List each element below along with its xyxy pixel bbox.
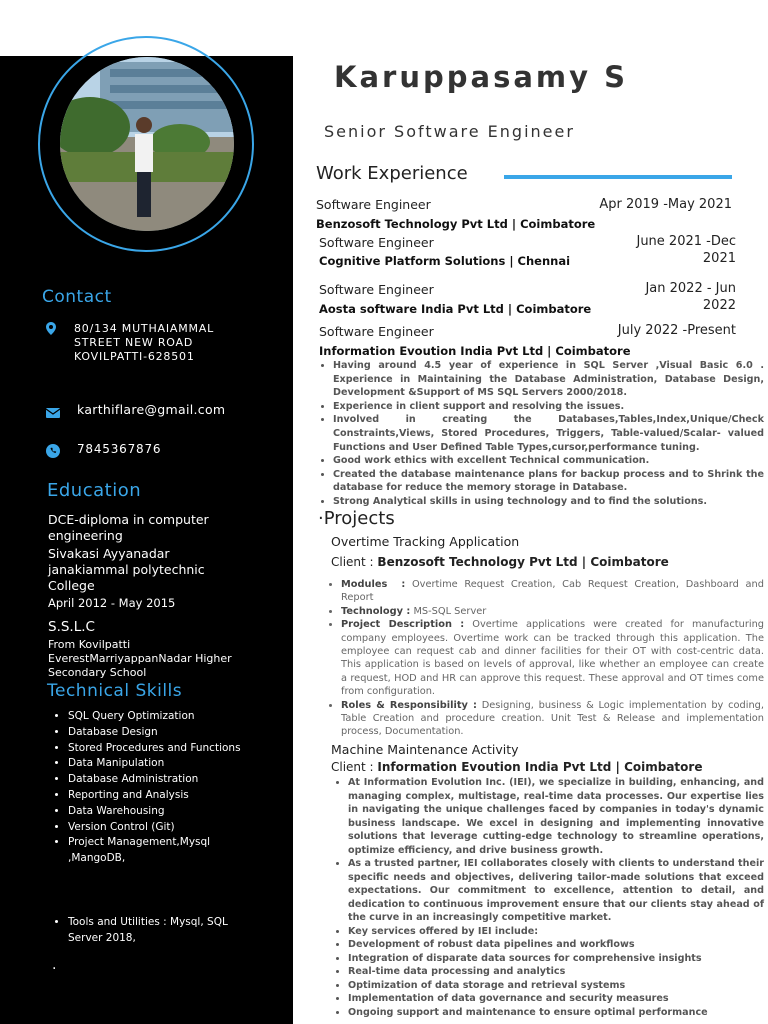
- sidebar-dot: .: [52, 957, 58, 973]
- edu2-school-line2: EverestMarriyappanNadar Higher: [48, 652, 232, 665]
- project2-bullet: • Key services offered by IEI include:: [348, 925, 764, 939]
- work-bullet: • Good work ethics with excellent Technical communication.: [333, 454, 764, 468]
- skill-item: • Stored Procedures and Functions: [68, 741, 248, 757]
- phone-icon: [46, 444, 60, 461]
- job4-title: Software Engineer: [319, 324, 434, 339]
- project2-name: Machine Maintenance Activity: [331, 742, 519, 757]
- job3-title: Software Engineer: [319, 282, 434, 297]
- job4-date: July 2022 -Present: [617, 323, 736, 338]
- address-line-3: KOVILPATTI-628501: [74, 350, 195, 363]
- edu1-degree-line2: engineering: [48, 528, 123, 543]
- project1-modules: • Modules : Overtime Request Creation, Cab Request Creation, Dashboard and Report: [341, 578, 764, 605]
- work-bullet: • Experience in client support and resolving the issues.: [333, 400, 764, 414]
- technical-skills-heading: Technical Skills: [47, 681, 183, 701]
- tools-list: [52, 915, 248, 947]
- skill-item: • Project Management,Mysql ,MangoDB,: [68, 835, 248, 867]
- project1-client-name: Benzosoft Technology Pvt Ltd | Coimbatore: [377, 555, 669, 569]
- project1-roles: [341, 699, 764, 739]
- heading-accent-bar: [504, 175, 732, 179]
- job4-company: Information Evoution India Pvt Ltd | Coimbatore: [319, 344, 631, 358]
- job1-title: Software Engineer: [316, 197, 431, 212]
- project2-bullet: • Development of robust data pipelines and workflows: [348, 938, 764, 952]
- job2-date-line2: 2021: [702, 251, 736, 266]
- job2-date-line1: June 2021 -Dec: [636, 234, 736, 249]
- job3-date-line1: Jan 2022 - Jun: [645, 281, 736, 296]
- project2-client-name: Information Evoution India Pvt Ltd | Coimbatore: [377, 760, 703, 774]
- email-icon: [46, 406, 60, 421]
- skill-item: • Version Control (Git): [68, 820, 248, 836]
- job2-company: Cognitive Platform Solutions | Chennai: [319, 254, 571, 268]
- roles-value: Designing, business & Logic implementation by coding, Table Creation and procedure creation. Unit Test & Release and implementation process, Documentation.: [341, 699, 764, 738]
- project2-bullet: • Implementation of data governance and security measures: [348, 992, 764, 1006]
- client-label: Client :: [331, 760, 378, 774]
- profile-photo: [60, 57, 234, 231]
- description-value: Overtime applications were created for manufacturing company employees. Overtime work can be tracked through this application. The employee can request cab and dinner facilities for their OT with cost-centric data. This application is based on levels of approval, like whether an employee can create a request, HOD and HR can approve this request. These approval and OT times come from configuration.: [341, 619, 764, 698]
- profile-name: Karuppasamy S: [334, 60, 629, 94]
- work-experience-heading: Work Experience: [316, 163, 468, 184]
- skill-item: • Data Manipulation: [68, 756, 248, 772]
- work-bullet: • Having around 4.5 year of experience in SQL Server ,Visual Basic 6.0 . Experience in Maintaining the Database Administration, Database Design, Development &Support of MS SQL Servers 2000/2018.: [333, 359, 764, 400]
- project1-technology: [341, 605, 764, 618]
- work-bullet: • Created the database maintenance plans for backup process and to Shrink the database for reduce the memory storage in Database.: [333, 468, 764, 495]
- job3-date-line2: 2022: [702, 298, 736, 313]
- job1-company: Benzosoft Technology Pvt Ltd | Coimbatore: [316, 217, 596, 231]
- project2-bullet: • Ongoing support and maintenance to ensure optimal performance: [348, 1006, 764, 1020]
- email-text[interactable]: karthiflare@gmail.com: [77, 402, 226, 417]
- modules-label: Modules: [341, 579, 388, 590]
- contact-heading: Contact: [42, 287, 112, 307]
- tools-item: • Tools and Utilities : Mysql, SQL Server 2018,: [68, 915, 248, 947]
- phone-text[interactable]: 7845367876: [77, 442, 162, 456]
- project1-client: [331, 555, 669, 569]
- skill-item: • Reporting and Analysis: [68, 788, 248, 804]
- edu1-period: April 2012 - May 2015: [48, 596, 176, 610]
- client-label: Client :: [331, 555, 378, 569]
- project1-name: Overtime Tracking Application: [331, 534, 520, 549]
- modules-value: Overtime Request Creation, Cab Request Creation, Dashboard and Report: [341, 579, 764, 604]
- technology-value: MS-SQL Server: [413, 605, 487, 617]
- project2-bullet: • At Information Evolution Inc. (IEI), we specialize in building, enhancing, and managing complex, multistage, real-time data processes. Our expertise lies in navigating the unique challenges faced by companies in today's dynamic business landscape. We excel in designing and implementing innovative solutions that leverage cutting-edge technology to streamline operations, optimize efficiency, and drive business growth.: [348, 776, 764, 857]
- job1-date: Apr 2019 -May 2021: [599, 197, 732, 212]
- technology-label: Technology :: [341, 605, 411, 617]
- edu1-degree-line1: DCE-diploma in computer: [48, 512, 209, 527]
- edu1-school-line2: janakiammal polytechnic: [48, 562, 205, 577]
- projects-heading-dot: ·: [318, 508, 324, 529]
- edu1-school-line3: College: [48, 578, 95, 593]
- location-pin-icon: [46, 322, 56, 338]
- project1-description: [341, 618, 764, 698]
- skills-list: [52, 709, 248, 867]
- project2-bullet: • As a trusted partner, IEI collaborates closely with clients to understand their specific needs and objectives, delivering tailor-made solutions that exceed expectations. Our commitment to excellence, attention to detail, and dedication to continuous improvement ensure that our clients stay ahead of the curve in an increasingly competitive market.: [348, 857, 764, 925]
- edu2-school-line1: From Kovilpatti: [48, 638, 131, 651]
- edu1-school-line1: Sivakasi Ayyanadar: [48, 546, 170, 561]
- project2-client: [331, 760, 702, 774]
- edu2-degree: S.S.L.C: [48, 619, 95, 635]
- job2-title: Software Engineer: [319, 235, 434, 250]
- projects-heading: [318, 508, 395, 529]
- skill-item: • Database Design: [68, 725, 248, 741]
- address-line-2: STREET NEW ROAD: [74, 336, 194, 349]
- roles-label: Roles & Responsibility :: [341, 699, 477, 711]
- education-heading: Education: [47, 480, 142, 501]
- description-label: Project Description :: [341, 619, 465, 631]
- project1-details: [327, 578, 764, 739]
- work-bullets: [319, 359, 764, 509]
- job3-company: Aosta software India Pvt Ltd | Coimbatore: [319, 302, 592, 316]
- skill-item: • SQL Query Optimization: [68, 709, 248, 725]
- project2-bullet: • Optimization of data storage and retrieval systems: [348, 979, 764, 993]
- project2-bullet: • Integration of disparate data sources for comprehensive insights: [348, 952, 764, 966]
- work-bullet: • Strong Analytical skills in using technology and to find the solutions.: [333, 495, 764, 509]
- work-bullet: • Involved in creating the Databases,Tables,Index,Unique/Check Constraints,Views, Stored Procedures, Triggers, Table-valued/Scalar- valued Functions and User Defined Table Types,cursor,performance tuning.: [333, 413, 764, 454]
- project2-bullet: • Real-time data processing and analytics: [348, 965, 764, 979]
- projects-heading-text: Projects: [323, 508, 395, 529]
- address-line-1: 80/134 MUTHAIAMMAL: [74, 322, 215, 335]
- profile-role: Senior Software Engineer: [324, 122, 575, 141]
- project2-bullets: [334, 776, 764, 1019]
- skill-item: • Database Administration: [68, 772, 248, 788]
- edu2-school-line3: Secondary School: [48, 666, 147, 679]
- skill-item: • Data Warehousing: [68, 804, 248, 820]
